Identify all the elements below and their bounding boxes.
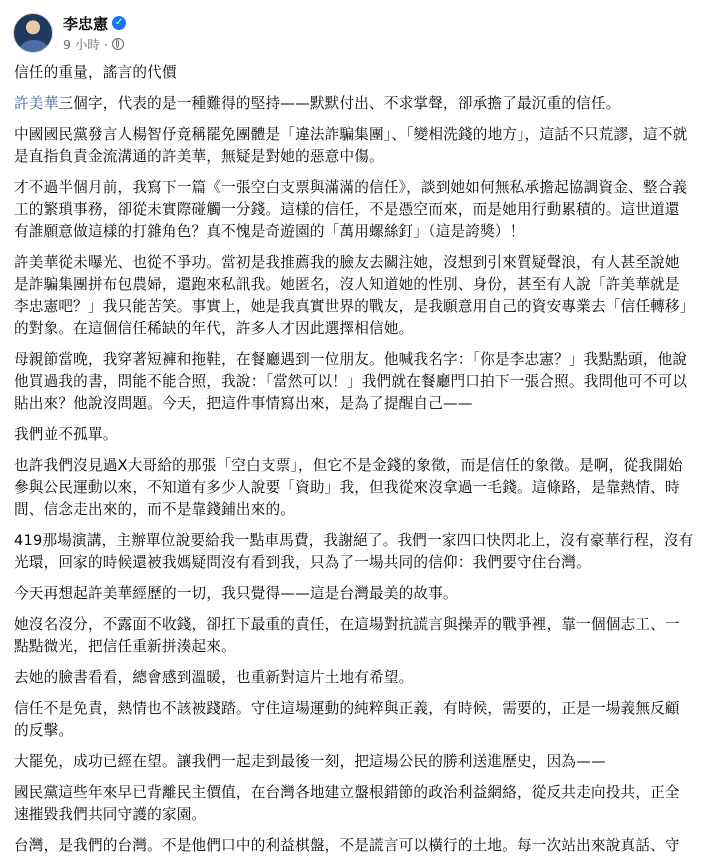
author-name[interactable]: 李忠憲 (63, 14, 109, 33)
paragraph: 今天再想起許美華經歷的一切，我只覺得——這是台灣最美的故事。 (14, 585, 458, 602)
post-body (14, 62, 694, 866)
avatar[interactable] (13, 13, 53, 53)
paragraph: 大罷免，成功已經在望。讓我們一起走到最後一刻，把這場公民的勝利送進歷史，因為—— (14, 753, 606, 770)
paragraph-1-text: 三個字，代表的是一種難得的堅持——默默付出、不求掌聲，卻承擔了最沉重的信任。 (58, 95, 621, 112)
mention-link[interactable]: 許美華 (14, 95, 59, 112)
separator-dot: · (103, 36, 108, 52)
paragraph-1 (14, 93, 694, 115)
paragraph: 也許我們沒見過X大哥給的那張「空白支票」，但它不是金錢的象徵，而是信任的象徵。是啊，從我開始參與公民運動以來，不知道有多少人說要「資助」我，但我從來沒拿過一毛錢。這條路，是靠熱情、時間、信念走出來的，而不是靠錢鋪出來的。 (14, 457, 683, 518)
post-header (13, 13, 126, 53)
name-row (63, 13, 126, 33)
paragraph: 許美華從未曝光、也從不爭功。當初是我推薦我的臉友去關注她，沒想到引來質疑聲浪，有人甚至說她是詐騙集團拼布包農婦，還跑來私訊我。她匿名，沒人知道她的性別、身份，甚至有人說「許美華就是李忠憲吧？」我只能苦笑。事實上，她是我真實世界的戰友，是我願意用自己的資安專業去「信任轉移」的對象。在這個信任稀缺的年代，許多人才因此選擇相信她。 (14, 254, 688, 337)
post-title: 信任的重量，謠言的代價 (14, 64, 177, 81)
paragraph: 才不過半個月前，我寫下一篇《一張空白支票與滿滿的信任》，談到她如何無私承擔起協調資金、整合義工的繁瑣事務，卻從未實際碰觸一分錢。這樣的信任，不是憑空而來，而是她用行動累積的。這世道還有誰願意做這樣的打雜角色？真不愧是奇遊園的「萬用螺絲釘」（這是誇獎）！ (14, 179, 688, 240)
paragraph: 國民黨這些年來早已背離民主價值，在台灣各地建立盤根錯節的政治利益網絡，從反共走向投共，正全速摧毀我們共同守護的家園。 (14, 784, 680, 823)
post-subline (63, 35, 126, 53)
paragraph: 她沒名沒分，不露面不收錢，卻扛下最重的責任，在這場對抗謊言與操弄的戰爭裡，靠一個個志工、一點點微光，把信任重新拼湊起來。 (14, 616, 680, 655)
post-timestamp[interactable]: 9 小時 (63, 37, 100, 52)
paragraph: 台灣，是我們的台灣。不是他們口中的利益棋盤，不是謊言可以橫行的土地。每一次站出來說真話、守 (14, 837, 680, 854)
paragraph: 信任不是免責，熱情也不該被踐踏。守住這場運動的純粹與正義，有時候，需要的，正是一場義無反顧的反擊。 (14, 700, 680, 739)
paragraph: 我們並不孤單。 (14, 426, 118, 443)
paragraph: 419那場演講，主辦單位說要給我一點車馬費，我謝絕了。我們一家四口快閃北上，沒有豪華行程，沒有光環，回家的時候還被我媽疑問沒有看到我，只為了一場共同的信仰：我們要守住台灣。 (14, 532, 694, 571)
paragraph: 母親節當晚，我穿著短褲和拖鞋，在餐廳遇到一位朋友。他喊我名字：「你是李忠憲？」我點點頭，他說他買過我的書，問能不能合照，我說：「當然可以！」我們就在餐廳門口拍下一張合照。我問他可不可以貼出來？他說沒問題。今天，把這件事情寫出來，是為了提醒自己—— (14, 351, 688, 412)
post-meta (63, 13, 126, 53)
globe-icon[interactable] (112, 38, 124, 50)
paragraph: 中國國民黨發言人楊智伃竟稱罷免團體是「違法詐騙集團」、「變相洗錢的地方」，這話不只荒謬，這不就是直指負責金流溝通的許美華，無疑是對她的惡意中傷。 (14, 126, 688, 165)
paragraph: 去她的臉書看看，總會感到溫暖，也重新對這片土地有希望。 (14, 669, 414, 686)
verified-badge-icon: ✓ (112, 16, 126, 30)
